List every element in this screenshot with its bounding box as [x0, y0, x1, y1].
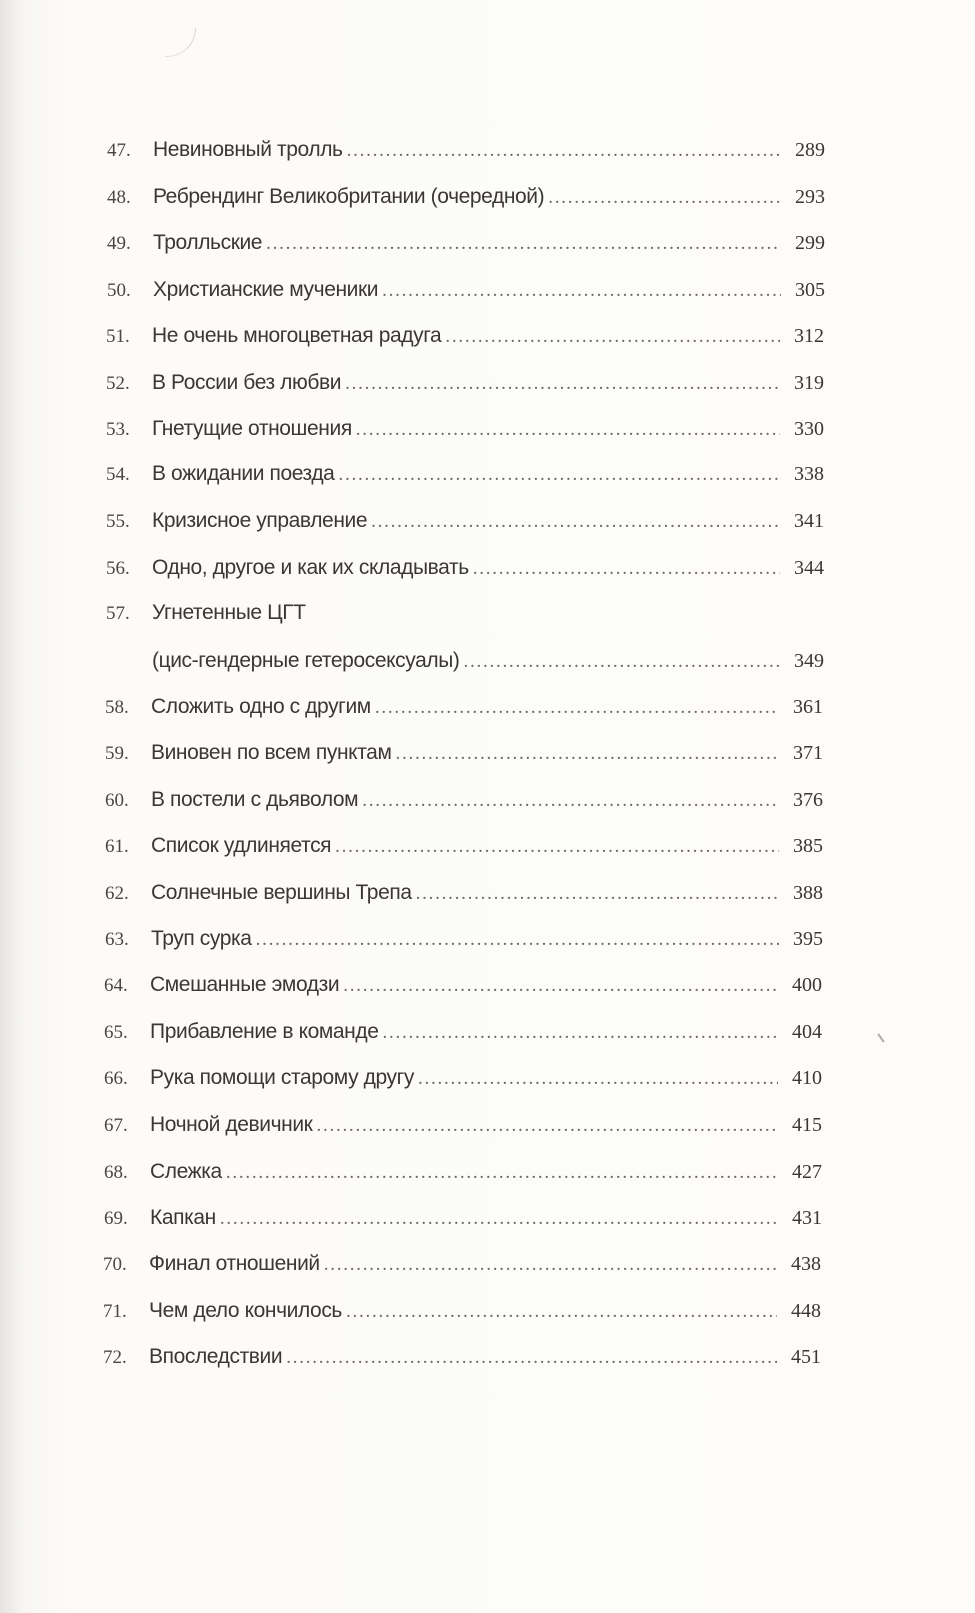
chapter-number: 59.	[105, 743, 129, 764]
page-number: 371	[793, 742, 823, 764]
page-number: 349	[794, 650, 824, 672]
chapter-number: 50.	[107, 280, 131, 301]
chapter-title: Прибавление в команде	[150, 1020, 379, 1043]
page-number: 448	[791, 1300, 821, 1322]
chapter-title-line2: (цис-гендерные гетеросексуалы)	[152, 649, 460, 672]
dot-leader	[347, 136, 781, 166]
page-number: 388	[793, 882, 823, 904]
page-number: 305	[795, 279, 825, 301]
dot-leader	[226, 1158, 778, 1188]
page-number: 400	[792, 974, 822, 996]
chapter-title: Кризисное управление	[152, 509, 368, 532]
page-number: 451	[791, 1346, 821, 1368]
toc-entry[interactable]	[105, 785, 823, 815]
dot-leader	[382, 276, 781, 306]
dot-leader	[324, 1250, 777, 1280]
dot-leader	[416, 879, 779, 909]
dot-leader	[383, 1018, 778, 1048]
dot-leader	[343, 971, 778, 1001]
toc-entry[interactable]	[106, 598, 824, 628]
chapter-title: Список удлиняется	[151, 834, 332, 857]
page-number: 376	[793, 789, 823, 811]
chapter-title: Христианские мученики	[153, 278, 379, 301]
chapter-title: Не очень многоцветная радуга	[152, 324, 442, 347]
dot-leader	[548, 183, 781, 213]
chapter-number: 67.	[104, 1115, 128, 1136]
chapter-title: Угнетенные ЦГТ	[152, 601, 306, 624]
chapter-number: 56.	[106, 558, 130, 579]
chapter-number: 54.	[106, 464, 130, 485]
chapter-title: Рука помощи старому другу	[150, 1066, 414, 1089]
chapter-number: 58.	[105, 697, 129, 718]
dot-leader	[338, 460, 780, 490]
page-number: 289	[795, 139, 825, 161]
page-number: 344	[794, 557, 824, 579]
toc-entry[interactable]	[106, 506, 824, 536]
page-number: 438	[791, 1253, 821, 1275]
chapter-number: 72.	[103, 1347, 127, 1368]
dot-leader	[371, 507, 780, 537]
chapter-title: Слежка	[150, 1160, 222, 1183]
toc-entry[interactable]	[103, 1249, 821, 1279]
page-number: 330	[794, 418, 824, 440]
chapter-number: 52.	[106, 373, 130, 394]
chapter-title: Тролльские	[153, 231, 263, 254]
page-number: 299	[795, 232, 825, 254]
chapter-title: В ожидании поезда	[152, 462, 335, 485]
dot-leader	[266, 229, 781, 259]
dot-leader	[473, 554, 780, 584]
dot-leader	[418, 1064, 778, 1094]
toc-entry[interactable]	[104, 970, 822, 1000]
toc-entry[interactable]	[107, 135, 825, 165]
toc-entry[interactable]	[107, 275, 825, 305]
page-number: 415	[792, 1114, 822, 1136]
chapter-number: 55.	[106, 511, 130, 532]
toc-entry[interactable]	[104, 1203, 822, 1233]
dot-leader	[345, 369, 780, 399]
toc-entry[interactable]	[103, 1296, 821, 1326]
chapter-title: Финал отношений	[149, 1252, 320, 1275]
chapter-title: Виновен по всем пунктам	[151, 741, 392, 764]
toc-entry[interactable]	[106, 553, 824, 583]
dot-leader	[362, 786, 779, 816]
chapter-title: В России без любви	[152, 371, 342, 394]
chapter-number: 64.	[104, 975, 128, 996]
page-number: 319	[794, 372, 824, 394]
page-number: 410	[792, 1067, 822, 1089]
dot-leader	[346, 1297, 777, 1327]
toc-entry[interactable]	[104, 1157, 822, 1187]
page-number: 431	[792, 1207, 822, 1229]
dot-leader	[396, 739, 780, 769]
chapter-title: Смешанные эмодзи	[150, 973, 340, 996]
chapter-number: 49.	[107, 233, 131, 254]
toc-entry[interactable]	[105, 924, 823, 954]
chapter-title: Гнетущие отношения	[152, 417, 352, 440]
toc-entry-continuation[interactable]	[106, 646, 824, 676]
chapter-title: Сложить одно с другим	[151, 695, 371, 718]
chapter-title: Капкан	[150, 1206, 216, 1229]
toc-entry[interactable]	[106, 321, 824, 351]
dot-leader	[220, 1204, 778, 1234]
toc-entry[interactable]	[106, 414, 824, 444]
dot-leader	[335, 832, 779, 862]
toc-entry[interactable]	[103, 1342, 821, 1372]
chapter-number: 62.	[105, 883, 129, 904]
chapter-title: Одно, другое и как их складывать	[152, 556, 469, 579]
dot-leader	[445, 322, 780, 352]
toc-entry[interactable]	[105, 738, 823, 768]
page-number: 395	[793, 928, 823, 950]
chapter-number: 48.	[107, 187, 131, 208]
chapter-title: Впоследствии	[149, 1345, 283, 1368]
chapter-number: 71.	[103, 1301, 127, 1322]
dot-leader	[286, 1343, 777, 1373]
dot-leader	[464, 647, 780, 677]
dot-leader	[375, 693, 779, 723]
chapter-number: 60.	[105, 790, 129, 811]
toc-entry[interactable]	[105, 878, 823, 908]
chapter-title: Труп сурка	[151, 927, 252, 950]
toc-entry[interactable]	[105, 831, 823, 861]
chapter-title: Ребрендинг Великобритании (очередной)	[153, 185, 545, 208]
toc-entry[interactable]	[104, 1063, 822, 1093]
chapter-number: 65.	[104, 1022, 128, 1043]
chapter-title: Ночной девичник	[150, 1113, 313, 1136]
page-number: 404	[792, 1021, 822, 1043]
chapter-title: Солнечные вершины Трепа	[151, 881, 412, 904]
chapter-number: 63.	[105, 929, 129, 950]
page-number: 341	[794, 510, 824, 532]
page-number: 385	[793, 835, 823, 857]
page-number: 312	[794, 325, 824, 347]
dot-leader	[256, 925, 779, 955]
toc-entry[interactable]	[106, 368, 824, 398]
toc-entry[interactable]	[105, 692, 823, 722]
chapter-number: 47.	[107, 140, 131, 161]
page-number: 293	[795, 186, 825, 208]
chapter-number: 57.	[106, 603, 130, 624]
chapter-number: 53.	[106, 419, 130, 440]
dot-leader	[316, 1111, 778, 1141]
chapter-number: 70.	[103, 1254, 127, 1275]
chapter-number: 51.	[106, 326, 130, 347]
page-number: 427	[792, 1161, 822, 1183]
page-number: 361	[793, 696, 823, 718]
toc-entry[interactable]	[106, 459, 824, 489]
chapter-title: Чем дело кончилось	[149, 1299, 342, 1322]
chapter-title: Невиновный тролль	[153, 138, 343, 161]
chapter-number: 69.	[104, 1208, 128, 1229]
chapter-number: 66.	[104, 1068, 128, 1089]
page-number: 338	[794, 463, 824, 485]
toc-entry[interactable]	[104, 1017, 822, 1047]
chapter-number: 61.	[105, 836, 129, 857]
chapter-title: В постели с дьяволом	[151, 788, 359, 811]
toc-entry[interactable]	[107, 182, 825, 212]
toc-entry[interactable]	[107, 228, 825, 258]
dot-leader	[356, 415, 780, 445]
chapter-number: 68.	[104, 1162, 128, 1183]
toc-entry[interactable]	[104, 1110, 822, 1140]
